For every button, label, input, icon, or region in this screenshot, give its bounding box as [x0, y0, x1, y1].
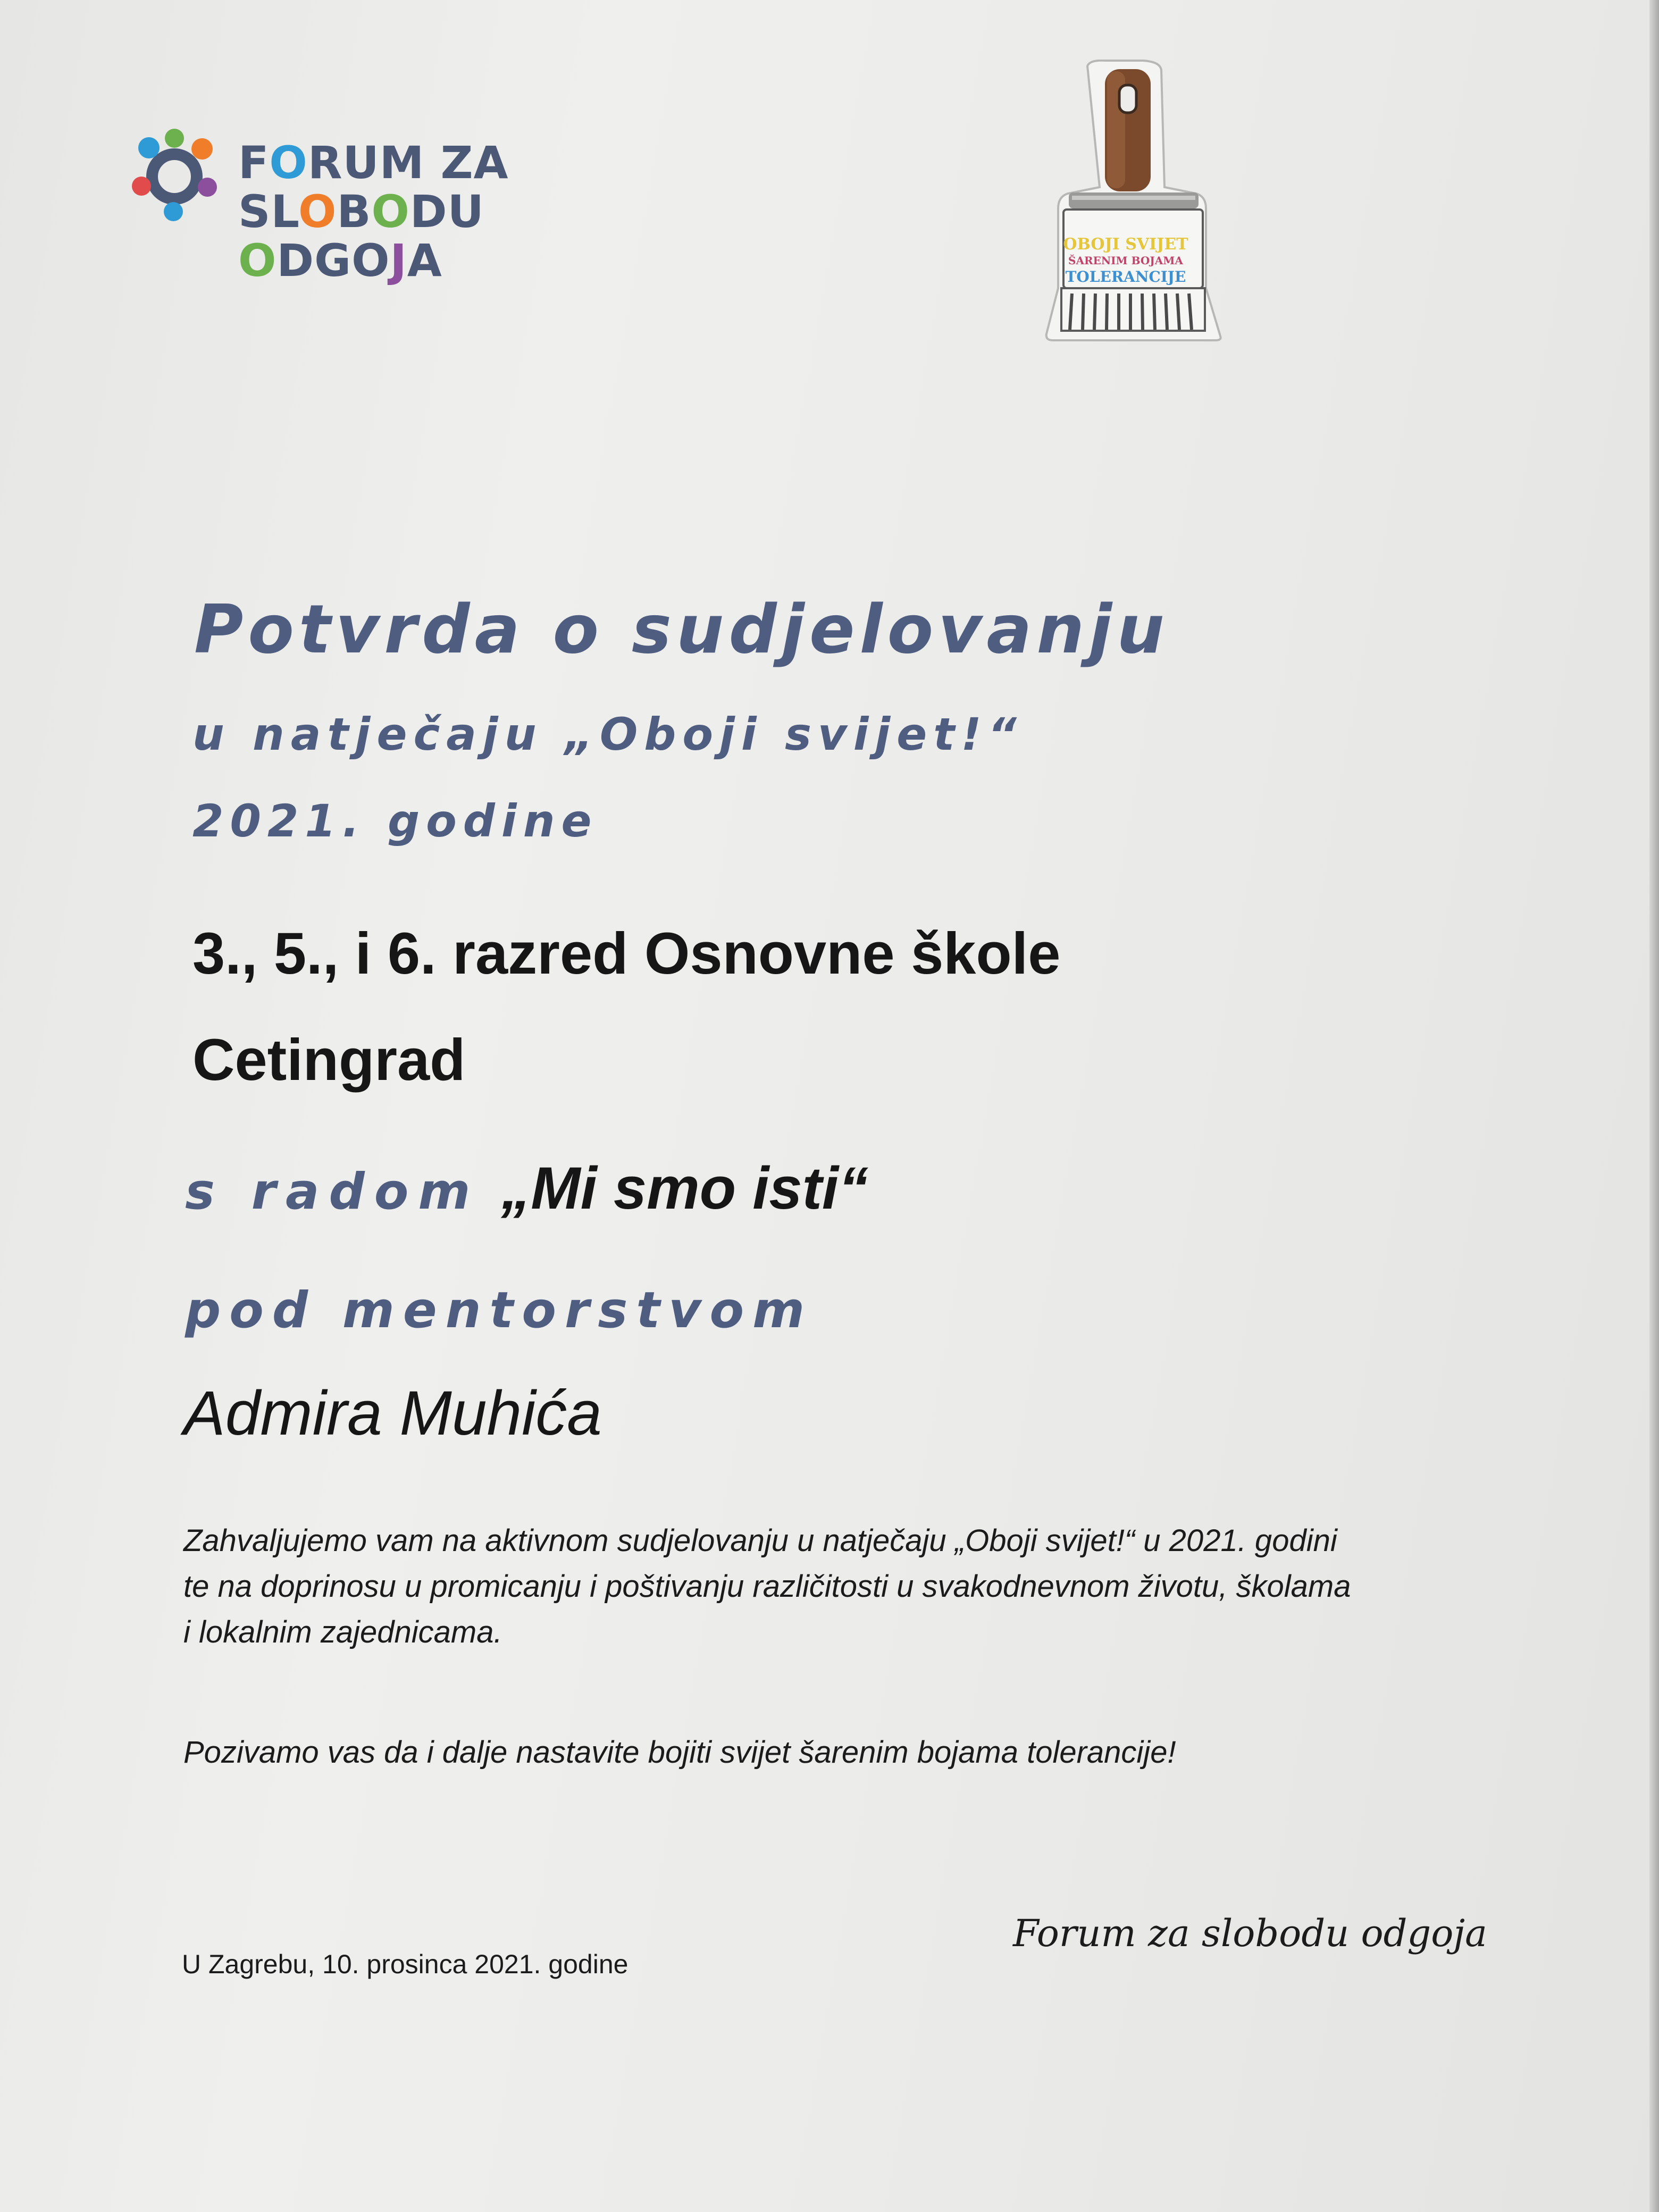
- forum-circle-icon: [127, 128, 222, 223]
- thank-you-line-2: te na doprinosu u promicanju i poštivanju različitosti u svakodnevnom životu, školama: [183, 1569, 1351, 1604]
- work-title: „Mi smo isti“: [501, 1155, 869, 1221]
- paint-brush-icon: [1037, 60, 1228, 341]
- recipient-line-2: Cetingrad: [192, 1027, 466, 1093]
- paper-edge: [1649, 0, 1659, 2212]
- signature: Forum za slobodu odgoja: [1013, 1912, 1487, 1955]
- mentor-name: Admira Muhića: [183, 1378, 602, 1448]
- forum-wordmark-line-1: FORUM ZA: [238, 137, 509, 189]
- forum-logo: [127, 128, 509, 303]
- invitation-text: Pozivamo vas da i dalje nastavite bojiti svijet šarenim bojama tolerancije!: [183, 1735, 1176, 1770]
- thank-you-paragraph: [183, 1518, 1460, 1655]
- place-date: U Zagrebu, 10. prosinca 2021. godine: [182, 1949, 629, 1979]
- brush-text-line-1: OBOJI SVIJET: [1063, 235, 1188, 254]
- forum-wordmark: [238, 138, 509, 285]
- competition-year: 2021. godine: [192, 795, 598, 847]
- thank-you-line-3: i lokalnim zajednicama.: [183, 1615, 502, 1649]
- forum-wordmark-line-3: ODGOJA: [238, 234, 442, 287]
- work-line: [185, 1154, 868, 1222]
- competition-subtitle: u natječaju „Oboji svijet!“: [192, 708, 1023, 760]
- mentor-label: pod mentorstvom: [185, 1281, 814, 1339]
- work-prefix: s radom: [185, 1163, 480, 1221]
- forum-wordmark-line-2: SLOBODU: [238, 186, 484, 238]
- brush-text-line-3: TOLERANCIJE: [1065, 268, 1186, 286]
- certificate-title: Potvrda o sudjelovanju: [194, 590, 1169, 668]
- recipient-line-1: 3., 5., i 6. razred Osnovne škole: [192, 921, 1061, 986]
- brush-text-line-2: ŠARENIM BOJAMA: [1068, 254, 1183, 267]
- thank-you-line-1: Zahvaljujemo vam na aktivnom sudjelovanju u natječaju „Oboji svijet!“ u 2021. godini: [183, 1523, 1337, 1558]
- brush-logo: [1037, 60, 1228, 341]
